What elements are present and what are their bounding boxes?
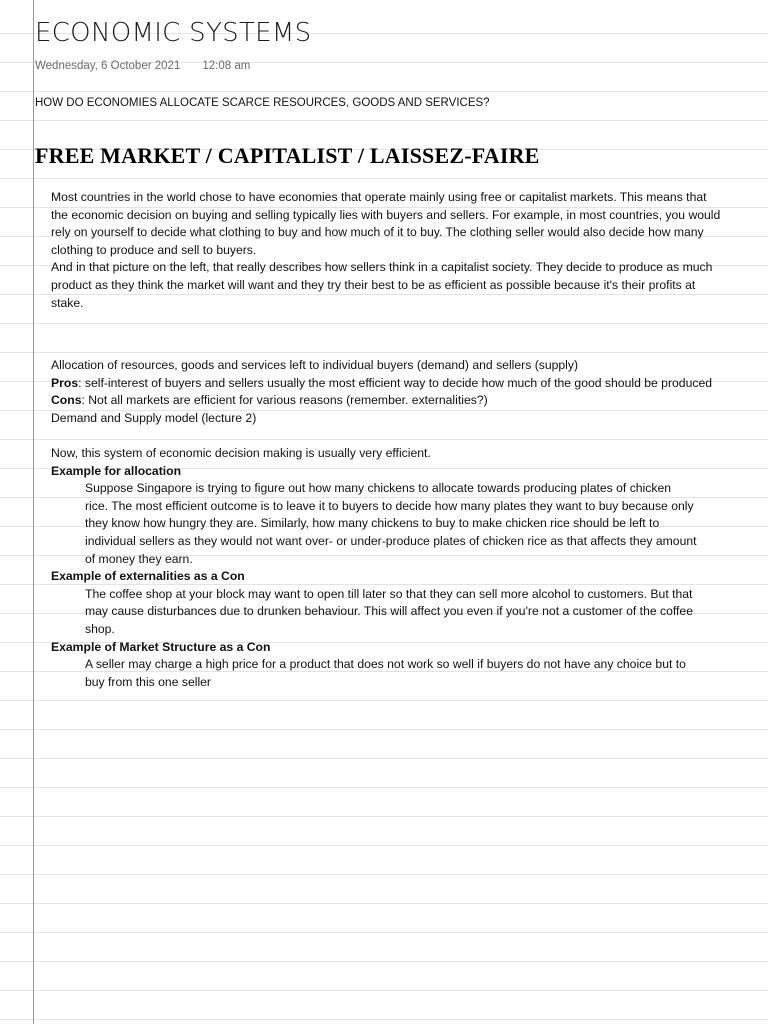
intro-text-block[interactable]: [51, 189, 721, 312]
intro-paragraph-1: Most countries in the world chose to have economies that operate mainly using free or capitalist markets. This means that the economic decision on buying and selling typically lies with buyers and sellers. For example, in most countries, you would rely on yourself to decide what clothing to buy and how much of it to buy. The clothing seller would also decide how many clothing to produce and sell to buyers.: [51, 190, 721, 257]
notes-text-block[interactable]: [51, 357, 721, 691]
example-market-structure-text: A seller may charge a high price for a product that does not work so well if buyers do not have any choice but to buy from this one seller: [85, 657, 686, 689]
model-line: Demand and Supply model (lecture 2): [51, 410, 257, 425]
page-timestamp: [35, 60, 250, 72]
example-allocation-text: Suppose Singapore is trying to figure out how many chickens to allocate towards producing plates of chicken rice. The most efficient outcome is to leave it to buyers to decide how many plates they want to buy because only they know how hungry they are. Similarly, how many chickens to buy to make chicken rice should be left to individual sellers as they would not want over- or under-produce plates of chicken rice as that affects they amount of money they earn.: [85, 481, 697, 566]
page-date: Wednesday, 6 October 2021: [35, 60, 181, 72]
page-title[interactable]: ECONOMIC SYSTEMS: [35, 18, 312, 48]
notebook-margin-line: [33, 0, 34, 1024]
blank-line: [51, 427, 721, 445]
intro-paragraph-2: And in that picture on the left, that really describes how sellers think in a capitalist society. They decide to produce as much product as they think the market will want and they try their best to be as efficient as possible because it's their profits at stake.: [51, 260, 713, 310]
cons-label: Cons: [51, 393, 82, 408]
allocation-line: Allocation of resources, goods and services left to individual buyers (demand) and sellers (supply): [51, 358, 579, 372]
cons-line: [51, 392, 721, 410]
cons-text: : Not all markets are efficient for various reasons (remember. externalities?): [81, 393, 488, 408]
guiding-question[interactable]: HOW DO ECONOMIES ALLOCATE SCARCE RESOURCES, GOODS AND SERVICES?: [35, 97, 490, 109]
example-externalities-text: The coffee shop at your block may want to open till later so that they can sell more alcohol to customers. But that may cause disturbances due to drunken behaviour. This will affect you even if you're not a customer of the coffee shop.: [85, 586, 693, 636]
efficiency-line: Now, this system of economic decision making is usually very efficient.: [51, 445, 431, 460]
example-market-structure-title: Example of Market Structure as a Con: [51, 639, 271, 654]
example-externalities-title: Example of externalities as a Con: [51, 569, 245, 584]
page-time: 12:08 am: [202, 60, 251, 72]
pros-line: [51, 375, 721, 393]
section-heading[interactable]: FREE MARKET / CAPITALIST / LAISSEZ-FAIRE: [35, 143, 540, 168]
pros-text: : self-interest of buyers and sellers usually the most efficient way to decide how much of the good should be produced: [78, 375, 712, 390]
pros-label: Pros: [51, 375, 79, 390]
example-allocation-title: Example for allocation: [51, 463, 182, 478]
